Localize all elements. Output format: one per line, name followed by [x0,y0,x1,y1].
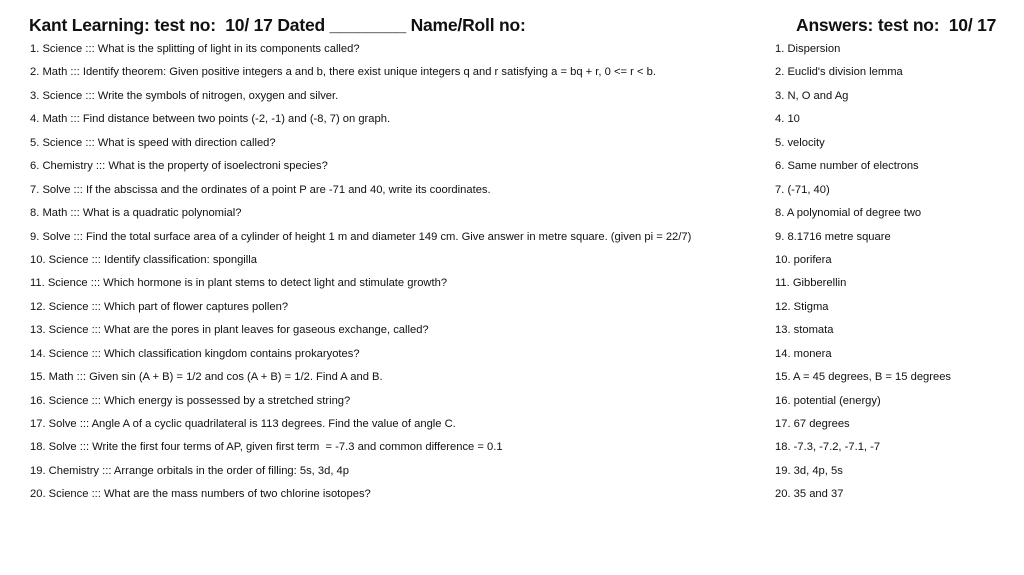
question-item: 6. Chemistry ::: What is the property of isoelectroni species? [30,160,328,173]
answers-list [775,41,1015,510]
answer-item: 6. Same number of electrons [775,160,919,173]
question-item: 9. Solve ::: Find the total surface area of a cylinder of height 1 m and diameter 149 cm. Give answer in metre square. (given pi = 22/7) [30,230,692,243]
answer-item: 11. Gibberellin [775,277,847,290]
answer-item: 18. -7.3, -7.2, -7.1, -7 [775,441,881,454]
question-item: 12. Science ::: Which part of flower captures pollen? [30,300,289,313]
test-title: Kant Learning: test no: 10/ 17 Dated ________ Name/Roll no: [29,15,526,35]
question-item: 17. Solve ::: Angle A of a cyclic quadrilateral is 113 degrees. Find the value of angle C. [30,418,456,430]
question-item: 16. Science ::: Which energy is possessed by a stretched string? [30,394,351,407]
question-item: 7. Solve ::: If the abscissa and the ordinates of a point P are -71 and 40, write its coordinates. [30,183,491,196]
question-item: 10. Science ::: Identify classification: spongilla [30,253,257,266]
question-item: 11. Science ::: Which hormone is in plant stems to detect light and stimulate growth? [30,277,448,290]
question-item: 18. Solve ::: Write the first four terms of AP, given first term = -7.3 and common difference = 0.1 [30,441,503,454]
question-item: 20. Science ::: What are the mass numbers of two chlorine isotopes? [30,488,371,501]
question-item: 3. Science ::: Write the symbols of nitrogen, oxygen and silver. [30,89,339,102]
question-item: 15. Math ::: Given sin (A + B) = 1/2 and cos (A + B) = 1/2. Find A and B. [30,371,383,384]
question-item: 14. Science ::: Which classification kingdom contains prokaryotes? [30,347,360,360]
question-item: 1. Science ::: What is the splitting of light in its components called? [30,43,360,55]
question-item: 8. Math ::: What is a quadratic polynomial? [30,207,242,220]
question-item: 5. Science ::: What is speed with direction called? [30,136,276,149]
answer-item: 14. monera [775,347,832,360]
answer-item: 9. 8.1716 metre square [775,230,891,243]
answer-item: 7. (-71, 40) [775,183,830,196]
answer-item: 16. potential (energy) [775,394,881,407]
question-item: 4. Math ::: Find distance between two points (-2, -1) and (-8, 7) on graph. [30,113,391,126]
answer-item: 19. 3d, 4p, 5s [775,464,843,477]
answers-title: Answers: test no: 10/ 17 [796,15,997,35]
questions-list [30,41,765,510]
answer-item: 15. A = 45 degrees, B = 15 degrees [775,371,952,384]
answer-item: 12. Stigma [775,300,829,313]
answer-item: 1. Dispersion [775,43,841,55]
answer-item: 17. 67 degrees [775,418,850,430]
answer-item: 8. A polynomial of degree two [775,207,922,220]
answer-item: 5. velocity [775,136,825,149]
answer-item: 10. porifera [775,253,832,266]
question-item: 19. Chemistry ::: Arrange orbitals in the order of filling: 5s, 3d, 4p [30,464,350,477]
question-item: 2. Math ::: Identify theorem: Given positive integers a and b, there exist unique integers q and r satisfying a = bq + r, 0 <= r < b. [30,66,656,79]
answer-item: 4. 10 [775,113,800,126]
answer-item: 13. stomata [775,324,834,337]
question-item: 13. Science ::: What are the pores in plant leaves for gaseous exchange, called? [30,324,429,337]
answer-item: 20. 35 and 37 [775,488,844,501]
answer-item: 2. Euclid's division lemma [775,66,903,79]
answer-item: 3. N, O and Ag [775,89,849,102]
